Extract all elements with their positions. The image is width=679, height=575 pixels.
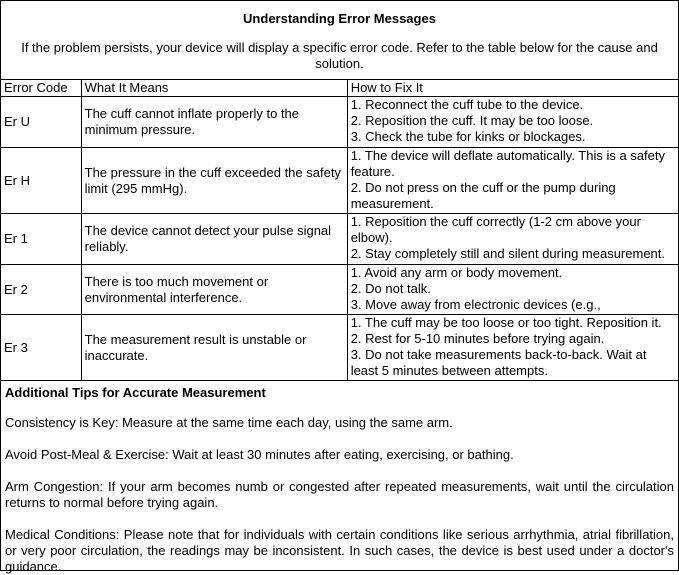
fix-step: 2. Reposition the cuff. It may be too loose.: [350, 113, 594, 128]
meaning-cell: The cuff cannot inflate properly to the minimum pressure.: [81, 97, 347, 148]
fix-step: 1. Reposition the cuff correctly (1-2 cm above your elbow).: [350, 214, 641, 245]
fix-cell: [347, 315, 678, 381]
error-code-table: [1, 79, 678, 381]
fix-step: 1. Avoid any arm or body movement.: [350, 265, 563, 280]
fix-cell: [347, 214, 678, 265]
error-code-cell: Er 2: [1, 265, 81, 315]
tip-item: Medical Conditions: Please note that for individuals with certain conditions like serious arrhythmia, atrial fibrillation, or very poor circulation, the readings may be inconsistent. In such cases, the device is best used under a doctor's guidance.: [5, 527, 674, 574]
fix-step: 1. The cuff may be too loose or too tight. Reposition it.: [350, 315, 662, 330]
fix-step: 1. Reconnect the cuff tube to the device.: [350, 97, 584, 112]
tips-heading: Additional Tips for Accurate Measurement: [5, 385, 266, 400]
fix-step: 2. Rest for 5-10 minutes before trying again.: [350, 331, 605, 346]
tip-item: Avoid Post-Meal & Exercise: Wait at least 30 minutes after eating, exercising, or bathing.: [5, 447, 514, 462]
table-row: [1, 214, 678, 265]
fix-step: 2. Do not press on the cuff or the pump during measurement.: [350, 180, 616, 211]
fix-cell: [347, 97, 678, 148]
intro-text: If the problem persists, your device will display a specific error code. Refer to the table below for the cause and solution.: [21, 40, 658, 71]
fix-step: 3. Check the tube for kinks or blockages.: [350, 129, 586, 144]
fix-cell: [347, 265, 678, 315]
table-row: [1, 265, 678, 315]
table-header-row: [1, 80, 678, 97]
error-code-cell: Er 1: [1, 214, 81, 265]
table-row: [1, 148, 678, 214]
fix-step: 2. Do not talk.: [350, 281, 431, 296]
error-code-cell: Er H: [1, 148, 81, 214]
tips-section: [1, 381, 678, 575]
tip-item: Consistency is Key: Measure at the same time each day, using the same arm.: [5, 415, 453, 430]
meaning-cell: The measurement result is unstable or inaccurate.: [81, 315, 347, 381]
fix-cell: [347, 148, 678, 214]
meaning-cell: The device cannot detect your pulse signal reliably.: [81, 214, 347, 265]
meaning-cell: There is too much movement or environmental interference.: [81, 265, 347, 315]
fix-step: 1. The device will deflate automatically. This is a safety feature.: [350, 148, 666, 179]
column-header-meaning: What It Means: [81, 80, 347, 97]
error-code-cell: Er 3: [1, 315, 81, 381]
document-header: [1, 1, 678, 79]
column-header-fix: How to Fix It: [347, 80, 678, 97]
column-header-code: Error Code: [1, 80, 81, 97]
fix-step: 3. Move away from electronic devices (e.g.,: [350, 297, 601, 312]
error-code-cell: Er U: [1, 97, 81, 148]
meaning-cell: The pressure in the cuff exceeded the safety limit (295 mmHg).: [81, 148, 347, 214]
table-row: [1, 97, 678, 148]
fix-step: 3. Do not take measurements back-to-back. Wait at least 5 minutes between attempts.: [350, 347, 647, 378]
page-title: Understanding Error Messages: [243, 11, 436, 26]
tip-item: Arm Congestion: If your arm becomes numb or congested after repeated measurements, wait until the circulation returns to normal before trying again.: [5, 479, 674, 510]
fix-step: 2. Stay completely still and silent during measurement.: [350, 246, 666, 261]
table-row: [1, 315, 678, 381]
